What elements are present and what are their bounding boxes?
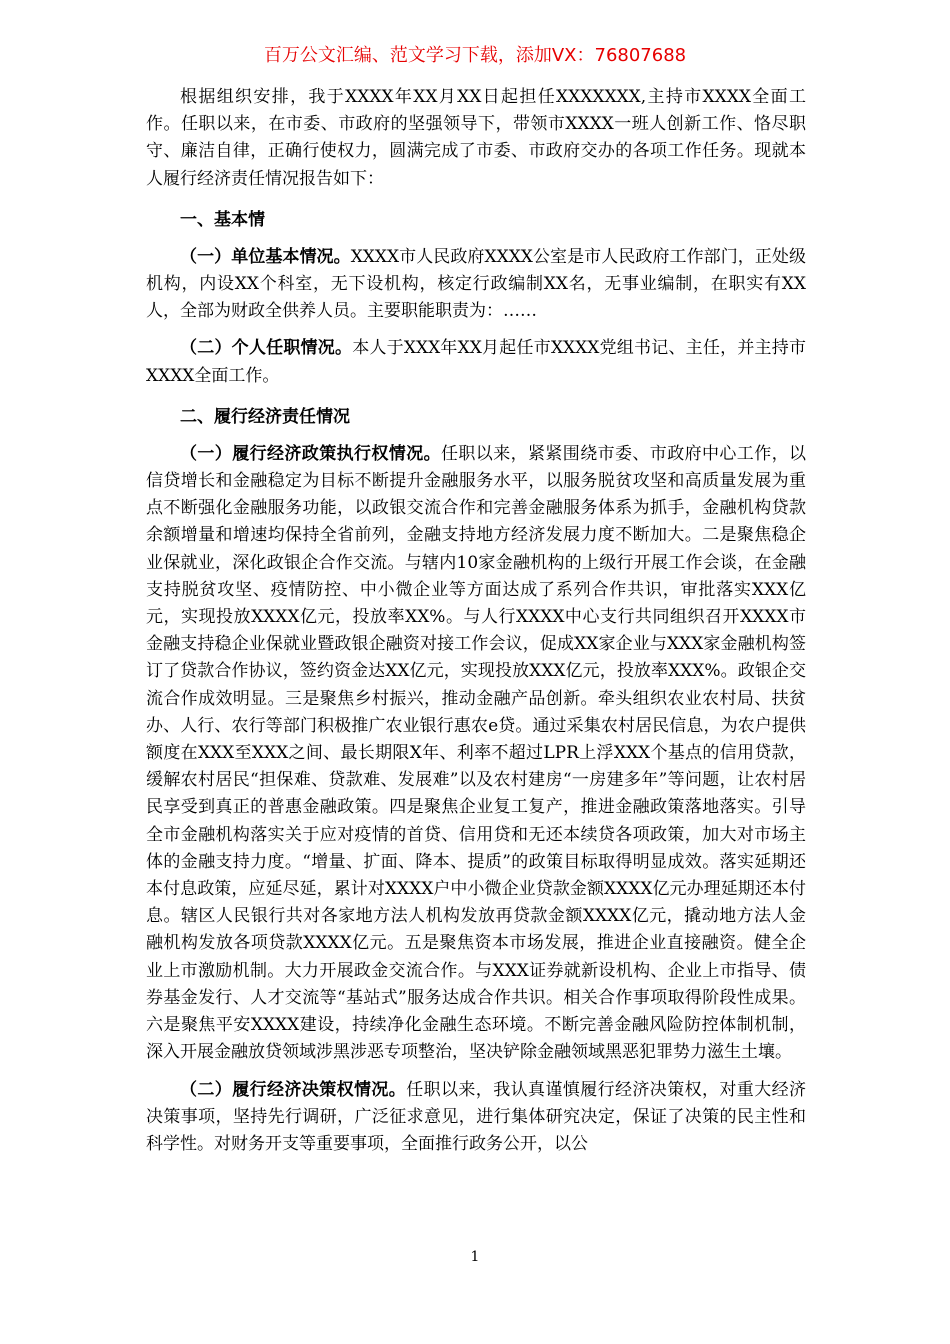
- paragraph-text: XXXX市人民政府XXXX公室是市人民政府工作部门，正处级机构，内设XX个科室，无下设机构，核定行政编制XX名，无事业编制，在职实有XX人，全部为财政全供养人员。主要职能职责为：……: [146, 246, 806, 322]
- intro-paragraph: 根据组织安排，我于XXXX年XX月XX日起担任XXXXXXX,主持市XXXX全面工作。任职以来，在市委、市政府的坚强领导下，带领市XXXX一班人创新工作、恪尽职守、廉洁自律，正确行使权力，圆满完成了市委、市政府交办的各项工作任务。现就本人履行经济责任情况报告如下：: [146, 87, 806, 189]
- document-body: [146, 84, 806, 1158]
- paragraph-decision-making: [146, 1077, 806, 1159]
- paragraph-text: 任职以来，我认真谨慎履行经济决策权，对重大经济决策事项，坚持先行调研，广泛征求意见，进行集体研究决定，保证了决策的民主性和科学性。对财务开支等重要事项，全面推行政务公开，以公: [146, 1079, 807, 1154]
- paragraph-personal-appointment: [146, 335, 806, 389]
- page-number: 1: [470, 1249, 480, 1265]
- paragraph-lead: （一）单位基本情况。: [180, 246, 351, 267]
- section-heading-economic-responsibility: 二、履行经济责任情况: [180, 406, 350, 427]
- paragraph-text: 本人于XXX年XX月起任市XXXX党组书记、主任，并主持市XXXX全面工作。: [146, 338, 806, 386]
- paragraph-text: 任职以来，紧紧围绕市委、市政府中心工作，以信贷增长和金融稳定为目标不断提升金融服务水平，以服务脱贫攻坚和高质量发展为重点不断强化金融服务功能，以政银交流合作和完善金融服务体系为抓手，金融机构贷款余额增量和增速均保持全省前列，金融支持地方经济发展力度不断加大。二是聚焦稳企业保就业，深化政银企合作交流。与辖内10家金融机构的上级行开展工作会谈，在金融支持脱贫攻坚、疫情防控、中小微企业等方面达成了系列合作共识，审批落实XXX亿元，实现投放XXXX亿元，投放率XX%。与人行XXXX中心支行共同组织召开XXXX市金融支持稳企业保就业暨政银企融资对接工作会议，促成XX家企业与XXX家金融机构签订了贷款合作协议，签约资金达XX亿元，实现投放XXX亿元，投放率XXX%。政银企交流合作成效明显。三是聚焦乡村振兴，推动金融产品创新。牵头组织农业农村局、扶贫办、人行、农行等部门积极推广农业银行惠农e贷。通过采集农村居民信息，为农户提供额度在XXX至XXX之间、最长期限X年、利率不超过LPR上浮XXX个基点的信用贷款，缓解农村居民“担保难、贷款难、发展难”以及农村建房“一房建多年”等问题，让农村居民享受到真正的普惠金融政策。四是聚焦企业复工复产，推进金融政策落地落实。引导全市金融机构落实关于应对疫情的首贷、信用贷和无还本续贷各项政策，加大对市场主体的金融支持力度。“增量、扩面、降本、提质”的政策目标取得明显成效。落实延期还本付息政策，应延尽延，累计对XXXX户中小微企业贷款金额XXXX亿元办理延期还本付息。辖区人民银行共对各家地方法人机构发放再贷款金额XXXX亿元，撬动地方法人金融机构发放各项贷款XXXX亿元。五是聚焦资本市场发展，推进企业直接融资。健全企业上市激励机制。大力开展政金交流合作。与XXX证券就新设机构、企业上市指导、债券基金发行、人才交流等“基站式”服务达成合作共识。相关合作事项取得阶段性成果。六是聚焦平安XXXX建设，持续净化金融生态环境。不断完善金融风险防控体制机制，深入开展金融放贷领域涉黑涉恶专项整治，坚决铲除金融领域黑恶犯罪势力滋生土壤。: [146, 443, 806, 1063]
- header-banner: 百万公文汇编、范文学习下载，添加VX：76807688: [263, 45, 687, 66]
- section-heading-basic-info: 一、基本情: [180, 209, 265, 230]
- paragraph-policy-execution: [146, 441, 806, 1067]
- paragraph-lead: （二）个人任职情况。: [180, 338, 353, 359]
- paragraph-unit-basic-info: [146, 244, 806, 326]
- paragraph-lead: （一）履行经济政策执行权情况。: [180, 443, 441, 464]
- paragraph-lead: （二）履行经济决策权情况。: [180, 1079, 407, 1100]
